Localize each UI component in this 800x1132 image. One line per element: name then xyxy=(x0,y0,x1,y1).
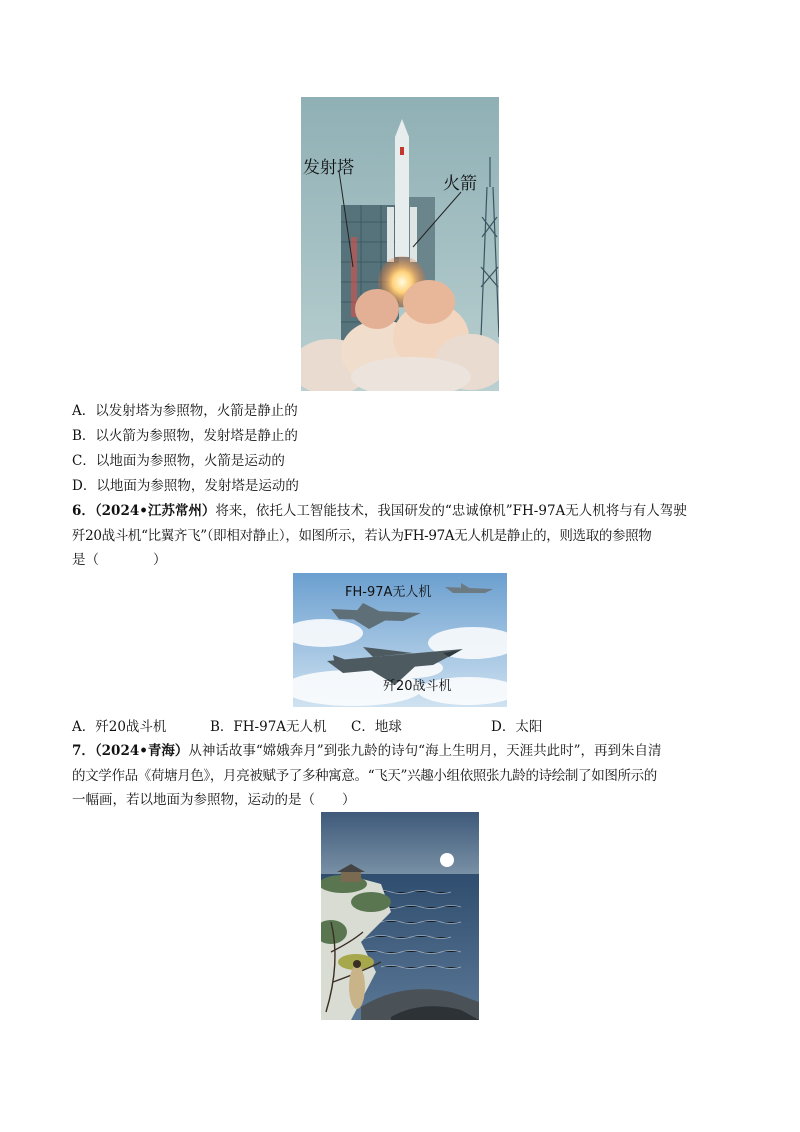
moon-sea-painting xyxy=(321,812,479,1020)
q7-stem-line3: 一幅画，若以地面为参照物，运动的是（ ） xyxy=(72,792,356,808)
q6-stem-line3: 是（ ） xyxy=(72,552,167,568)
q6-option-a: A．歼20战斗机 xyxy=(72,719,167,735)
tower-label: 发射塔 xyxy=(303,158,354,178)
q7-source: （2024•青海） xyxy=(94,743,189,759)
q7-text-1: 从神话故事“嫦娥奔月”到张九龄的诗句“海上生明月，天涯共此时”，再到朱自清 xyxy=(188,743,662,759)
q6-options xyxy=(72,718,672,736)
q6-option-b: B．FH-97A无人机 xyxy=(210,719,327,735)
jets-figure xyxy=(293,573,507,707)
q7-stem-line1 xyxy=(72,742,661,760)
q6-option-d: D．太阳 xyxy=(491,719,543,735)
q6-text-1: 将来，依托人工智能技术，我国研发的“忠诚僚机”FH-97A无人机将与有人驾驶 xyxy=(215,503,687,519)
q6-source: （2024•江苏常州） xyxy=(94,503,216,519)
q7-stem-line2: 的文学作品《荷塘月色》，月亮被赋予了多种寓意。“飞天”兴趣小组依照张九龄的诗绘制了如图所示的 xyxy=(72,768,657,784)
q6-stem-line2: 歼20战斗机“比翼齐飞”（即相对静止），如图所示，若认为FH-97A无人机是静止的，则选取的参照物 xyxy=(72,528,652,544)
fighter-label: 歼20战斗机 xyxy=(383,679,452,694)
q7-number: 7． xyxy=(72,743,95,759)
q5-option-b: B．以火箭为参照物，发射塔是静止的 xyxy=(72,428,298,444)
moon-shape xyxy=(440,853,454,867)
rocket-launch-figure xyxy=(301,97,499,391)
q5-option-d: D．以地面为参照物，发射塔是运动的 xyxy=(72,478,299,494)
q5-option-c: C．以地面为参照物，火箭是运动的 xyxy=(72,453,285,469)
rocket-label: 火箭 xyxy=(443,174,477,194)
q5-option-a: A．以发射塔为参照物，火箭是静止的 xyxy=(72,403,298,419)
drone-label: FH-97A无人机 xyxy=(345,585,432,600)
q6-number: 6． xyxy=(72,503,95,519)
q6-stem-line1 xyxy=(72,502,687,520)
q6-option-c: C．地球 xyxy=(351,719,402,735)
moon-sea-painting-figure xyxy=(321,812,479,1020)
rocket-launch-illustration xyxy=(301,97,499,391)
